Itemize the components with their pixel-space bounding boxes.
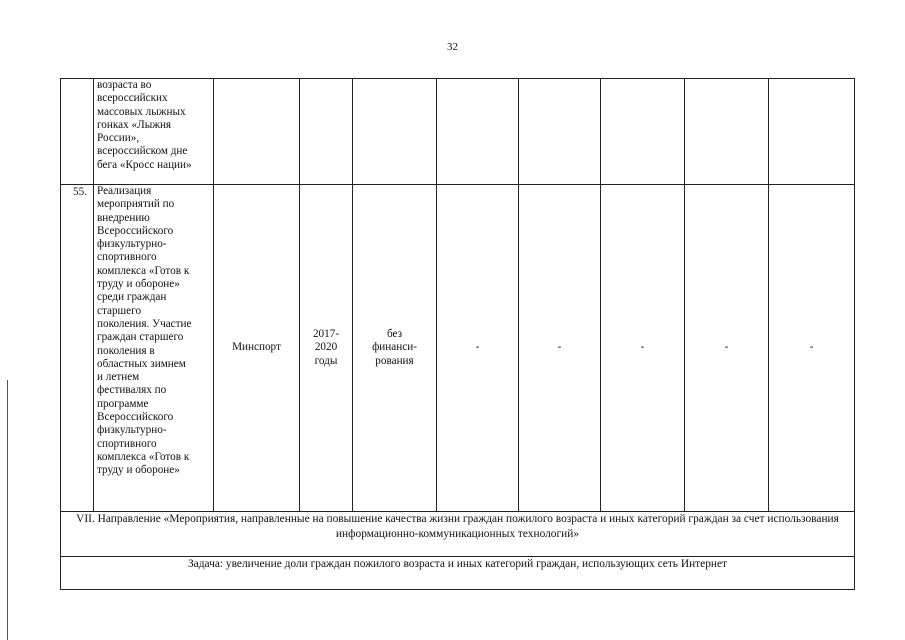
value-cell-4: -: [685, 185, 769, 512]
value-cell-2: [519, 79, 601, 185]
measures-table: [60, 78, 855, 590]
value-cell-1: [437, 79, 519, 185]
task-text: Задача: увеличение доли граждан пожилого возраста и иных категорий граждан, использующих сеть Интернет: [61, 557, 855, 590]
executor-cell: [214, 79, 300, 185]
page-number: 32: [447, 41, 458, 53]
period-cell: [300, 79, 353, 185]
value-cell-2: -: [519, 185, 601, 512]
executor-cell: Минспорт: [214, 185, 300, 512]
row-number: [61, 79, 94, 185]
value-cell-5: [769, 79, 855, 185]
measure-description: Реализация мероприятий по внедрению Всероссийского физкультурно- спортивного комплекса «Готов к труду и обороне» среди граждан старшего поколения. Участие граждан старшего поколения в областных зимнем и летнем фестивалях по программе Всероссийского физкультурно- спортивного комплекса «Готов к труду и обороне»: [94, 185, 214, 512]
section-heading-row: [61, 512, 855, 557]
section-heading: VII. Направление «Мероприятия, направленные на повышение качества жизни граждан пожилого возраста и иных категорий граждан за счет использования информационно-коммуникационных технологий»: [61, 512, 855, 557]
row-number: 55.: [61, 185, 94, 512]
value-cell-3: -: [601, 185, 685, 512]
value-cell-5: -: [769, 185, 855, 512]
task-row: [61, 557, 855, 590]
table-row-55: [61, 185, 855, 512]
table-row-continuation: [61, 79, 855, 185]
value-cell-4: [685, 79, 769, 185]
value-cell-3: [601, 79, 685, 185]
period-cell: 2017- 2020 годы: [300, 185, 353, 512]
funding-cell: [353, 79, 437, 185]
scan-margin-line: [7, 380, 8, 640]
funding-cell: без финанси- рования: [353, 185, 437, 512]
measure-description: возраста во всероссийских массовых лыжных гонках «Лыжня России», всероссийском дне бега «Кросс нации»: [94, 79, 214, 185]
value-cell-1: -: [437, 185, 519, 512]
